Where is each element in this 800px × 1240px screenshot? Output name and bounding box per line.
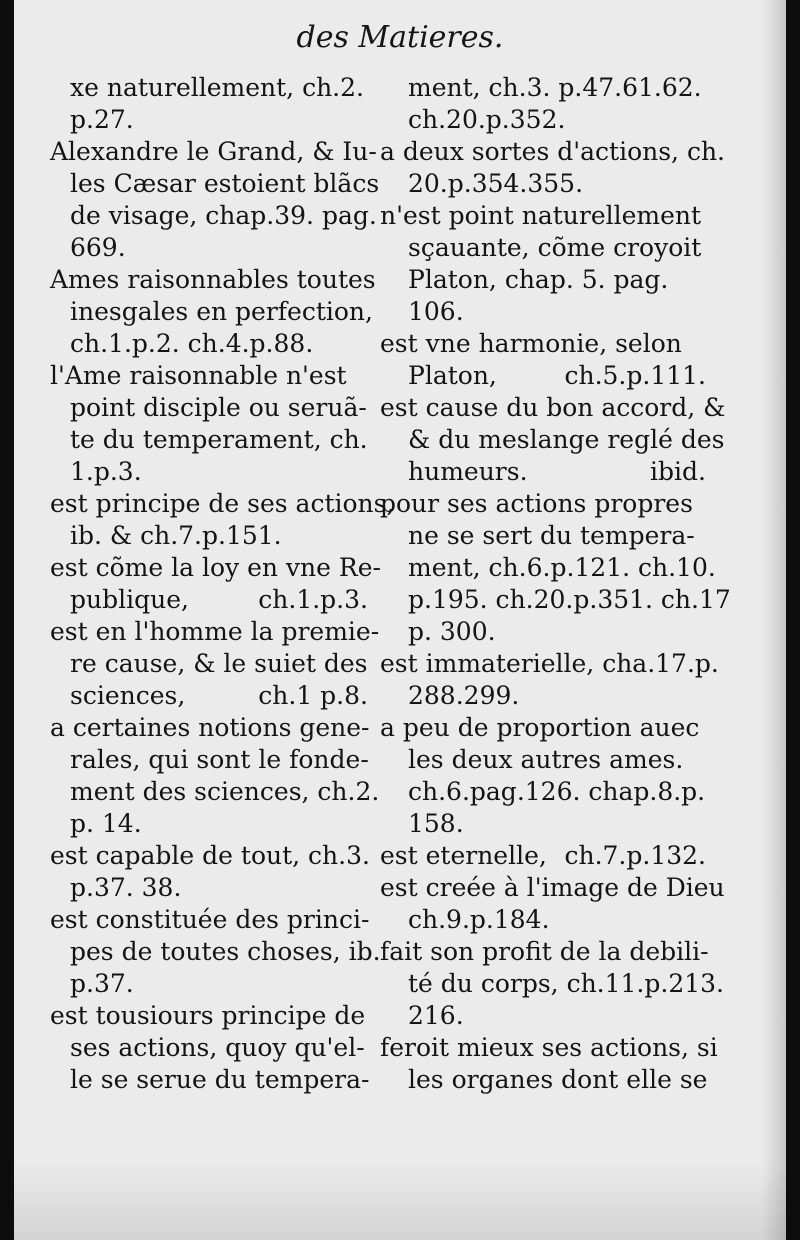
book-page: [14, 0, 786, 1240]
index-line: l'Ame raisonnable n'est: [50, 361, 347, 390]
index-line: est principe de ses actions,: [50, 489, 395, 518]
index-line: té du corps, ch.11.p.213.: [408, 969, 724, 998]
index-line: est immaterielle, cha.17.p.: [380, 649, 719, 678]
index-line: sciences, ch.1 p.8.: [70, 681, 368, 710]
index-line: ment des sciences, ch.2.: [70, 777, 380, 806]
index-line: n'est point naturellement: [380, 201, 702, 230]
index-line: inesgales en perfection,: [70, 297, 373, 326]
index-line: Alexandre le Grand, & Iu-: [50, 137, 377, 166]
index-line: les Cæsar estoient blãcs: [70, 169, 380, 198]
page-edge-shadow: [762, 0, 786, 1240]
index-line: point disciple ou seruã-: [70, 393, 367, 422]
index-line: est tousiours principe de: [50, 1001, 366, 1030]
index-line: a certaines notions gene-: [50, 713, 370, 742]
index-line: p.27.: [70, 105, 134, 134]
index-line: feroit mieux ses actions, si: [380, 1033, 718, 1062]
index-line: p.37.: [70, 969, 134, 998]
index-line: 158.: [408, 809, 464, 838]
running-header: des Matieres.: [296, 20, 504, 55]
index-line: est eternelle, ch.7.p.132.: [380, 841, 706, 870]
index-line: p.195. ch.20.p.351. ch.17: [408, 585, 731, 614]
index-line: ment, ch.6.p.121. ch.10.: [408, 553, 716, 582]
index-line: 216.: [408, 1001, 464, 1030]
index-line: 20.p.354.355.: [408, 169, 584, 198]
index-line: est constituée des princi-: [50, 905, 370, 934]
index-line: a deux sortes d'actions, ch.: [380, 137, 725, 166]
index-line: 288.299.: [408, 681, 520, 710]
index-line: est vne harmonie, selon: [380, 329, 682, 358]
index-line: les organes dont elle se: [408, 1065, 708, 1094]
page-bottom-shadow: [14, 1160, 786, 1240]
index-line: pes de toutes choses, ib.: [70, 937, 381, 966]
index-line: p.37. 38.: [70, 873, 182, 902]
index-line: Ames raisonnables toutes: [50, 265, 376, 294]
index-line: est creée à l'image de Dieu: [380, 873, 725, 902]
index-line: ch.1.p.2. ch.4.p.88.: [70, 329, 314, 358]
index-line: pour ses actions propres: [380, 489, 693, 518]
index-line: 106.: [408, 297, 464, 326]
index-line: humeurs. ibid.: [408, 457, 706, 486]
index-line: ib. & ch.7.p.151.: [70, 521, 282, 550]
index-line: 1.p.3.: [70, 457, 142, 486]
index-line: Platon, chap. 5. pag.: [408, 265, 669, 294]
index-line: ch.6.pag.126. chap.8.p.: [408, 777, 706, 806]
index-line: ch.20.p.352.: [408, 105, 566, 134]
index-line: publique, ch.1.p.3.: [70, 585, 368, 614]
index-line: p. 300.: [408, 617, 496, 646]
index-line: ment, ch.3. p.47.61.62.: [408, 73, 702, 102]
index-line: le se serue du tempera-: [70, 1065, 370, 1094]
index-line: est cõme la loy en vne Re-: [50, 553, 381, 582]
index-line: est en l'homme la premie-: [50, 617, 380, 646]
index-line: te du temperament, ch.: [70, 425, 368, 454]
index-line: ses actions, quoy qu'el-: [70, 1033, 365, 1062]
index-line: rales, qui sont le fonde-: [70, 745, 369, 774]
index-line: p. 14.: [70, 809, 142, 838]
index-line: re cause, & le suiet des: [70, 649, 368, 678]
index-line: est cause du bon accord, &: [380, 393, 726, 422]
index-line: Platon, ch.5.p.111.: [408, 361, 706, 390]
index-line: ne se sert du tempera-: [408, 521, 695, 550]
index-line: & du meslange reglé des: [408, 425, 725, 454]
index-line: a peu de proportion auec: [380, 713, 700, 742]
index-line: fait son profit de la debili-: [380, 937, 709, 966]
index-line: sçauante, cõme croyoit: [408, 233, 702, 262]
index-line: est capable de tout, ch.3.: [50, 841, 370, 870]
index-line: xe naturellement, ch.2.: [70, 73, 364, 102]
index-line: ch.9.p.184.: [408, 905, 550, 934]
index-line: les deux autres ames.: [408, 745, 684, 774]
index-line: de visage, chap.39. pag.: [70, 201, 377, 230]
index-line: 669.: [70, 233, 126, 262]
